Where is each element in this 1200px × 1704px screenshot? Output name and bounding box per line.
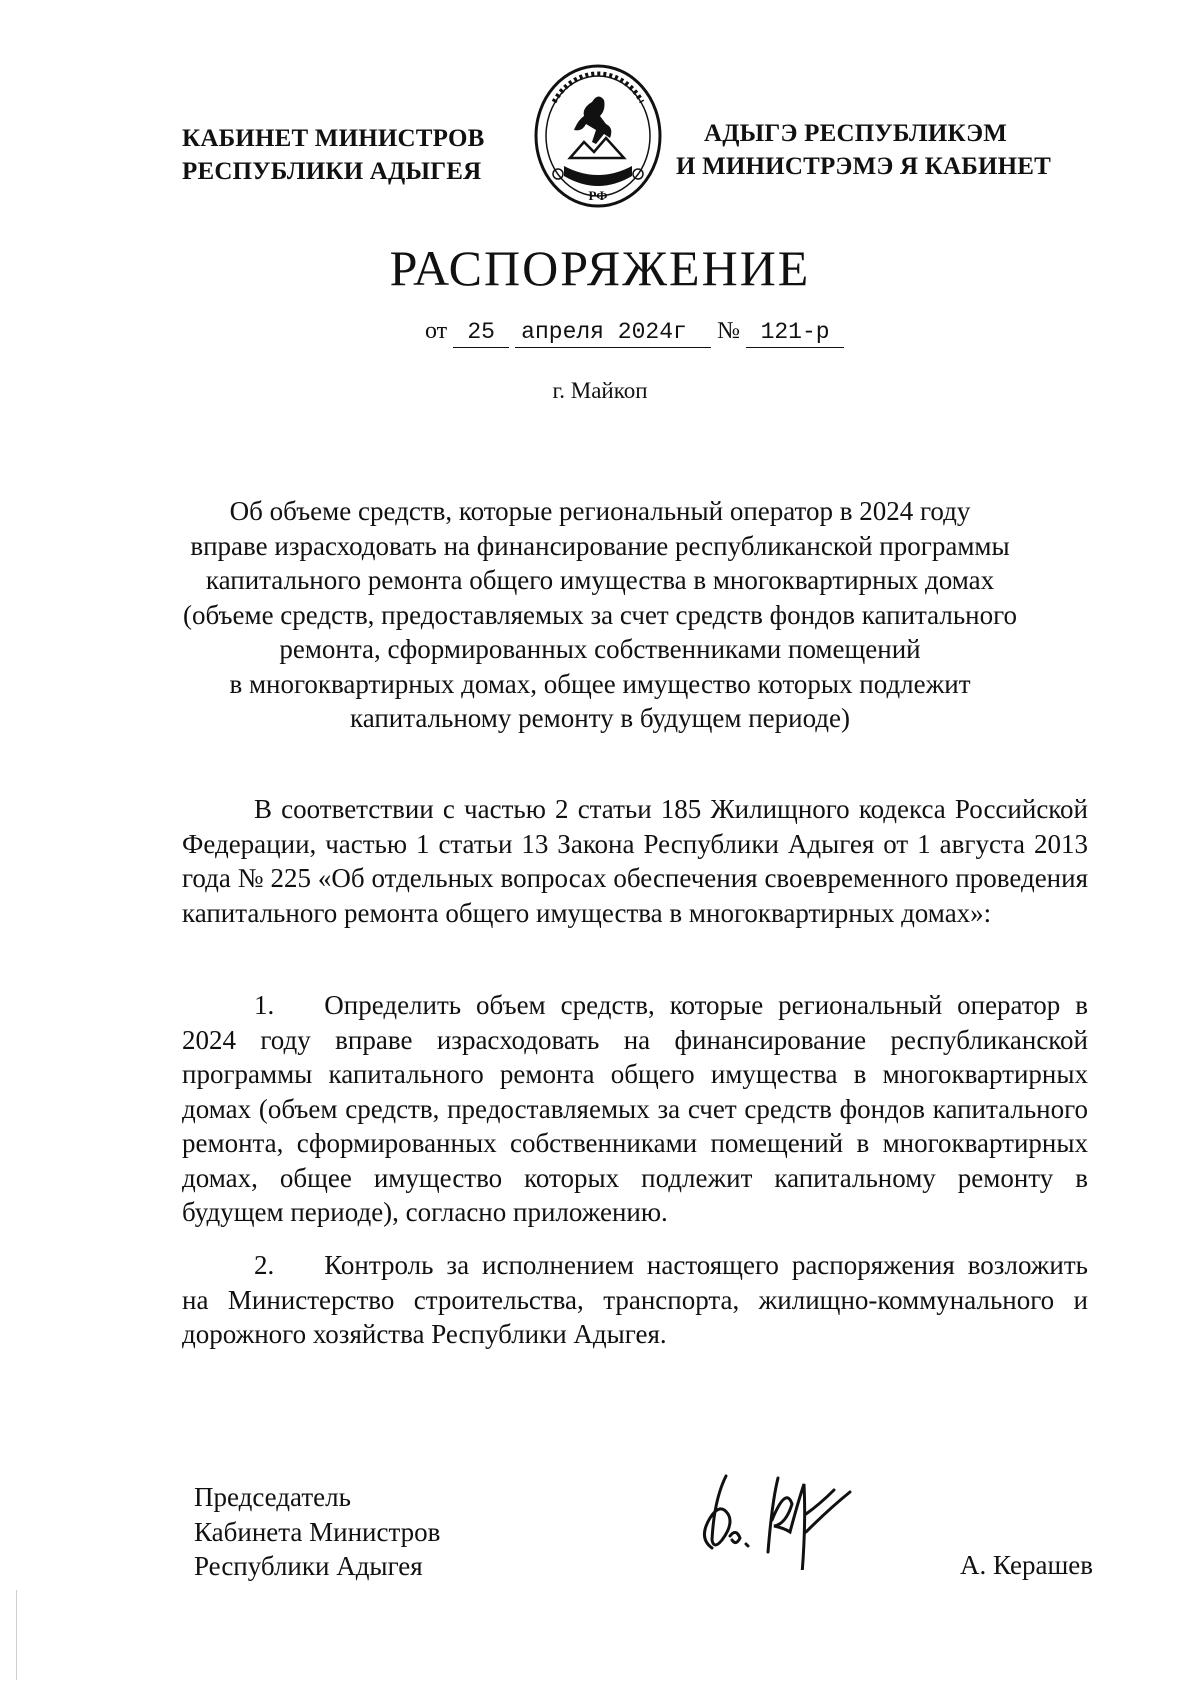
document-subject (160, 494, 1040, 736)
signatory-position (194, 1480, 440, 1584)
header-left-org-name (182, 122, 485, 188)
date-day: 25 (453, 317, 509, 348)
subject-line: в многоквартирных домах, общее имущество которых подлежит (229, 668, 971, 699)
header-right-line-1: АДЫГЭ РЕСПУБЛИКЭМ (704, 120, 1008, 147)
republic-emblem-icon (530, 62, 666, 212)
item-1-paragraph (182, 988, 1088, 1230)
position-line-3: Республики Адыгея (194, 1551, 423, 1581)
item-2-paragraph (182, 1248, 1088, 1352)
subject-line: вправе израсходовать на финансирование республиканской программы (190, 530, 1010, 561)
subject-line: (объеме средств, предоставляемых за счет средств фондов капитального (182, 599, 1018, 630)
item-1-text: Определить объем средств, которые региональный оператор в 2024 году вправе израсходовать на финансирование республиканской программы капитального ремонта общего имущества в многоквартирных домах (объем средств, предоставляемых за счет средств фондов капитального ремонта, сформированных собственниками помещений в многоквартирных домах, общее имущество которых подлежит капитальному ремонту в будущем периоде), согласно приложению. (182, 990, 1088, 1227)
scan-edge-line (16, 1590, 17, 1680)
item-2-number: 2. (254, 1250, 275, 1280)
subject-line: капитального ремонта общего имущества в многоквартирных домах (205, 565, 995, 595)
item-2-text: Контроль за исполнением настоящего распоряжения возложить на Министерство строительства, транспорта, жилищно-коммунального и дорожного хозяйства Республики Адыгея. (182, 1250, 1088, 1349)
position-line-1: Председатель (194, 1482, 351, 1512)
header-left-line-2: РЕСПУБЛИКИ АДЫГЕЯ (182, 158, 482, 185)
document-title: РАСПОРЯЖЕНИЕ (389, 240, 811, 296)
number-sign: № (717, 318, 741, 344)
header-left-line-1: КАБИНЕТ МИНИСТРОВ (182, 125, 485, 152)
handwritten-signature (690, 1440, 860, 1570)
document-date-number (425, 316, 844, 348)
item-1-number: 1. (254, 990, 275, 1020)
date-month-year: апреля 2024г (515, 317, 711, 348)
header-right-org-name (676, 117, 1051, 183)
signer-name: А. Керашев (960, 1550, 1093, 1580)
subject-line: капитальному ремонту в будущем периоде) (349, 703, 851, 733)
subject-line: ремонта, сформированных собственниками помещений (279, 634, 921, 664)
preamble-paragraph: В соответствии с частью 2 статьи 185 Жилищного кодекса Российской Федерации, частью 1 статьи 13 Закона Республики Адыгея от 1 августа 2013 года № 225 «Об отдельных вопросах обеспечения своевременного проведения капитального ремонта общего имущества в многоквартирных домах»: (182, 794, 1088, 928)
document-number: 121-р (746, 317, 844, 348)
date-prefix: от (425, 318, 448, 344)
subject-line: Об объеме средств, которые региональный оператор в 2024 году (229, 496, 971, 526)
header-right-line-2: И МИНИСТРЭМЭ Я КАБИНЕТ (676, 153, 1052, 180)
svg-text:РФ: РФ (588, 188, 608, 203)
document-city: г. Майкоп (552, 378, 648, 403)
position-line-2: Кабинета Министров (194, 1516, 441, 1547)
